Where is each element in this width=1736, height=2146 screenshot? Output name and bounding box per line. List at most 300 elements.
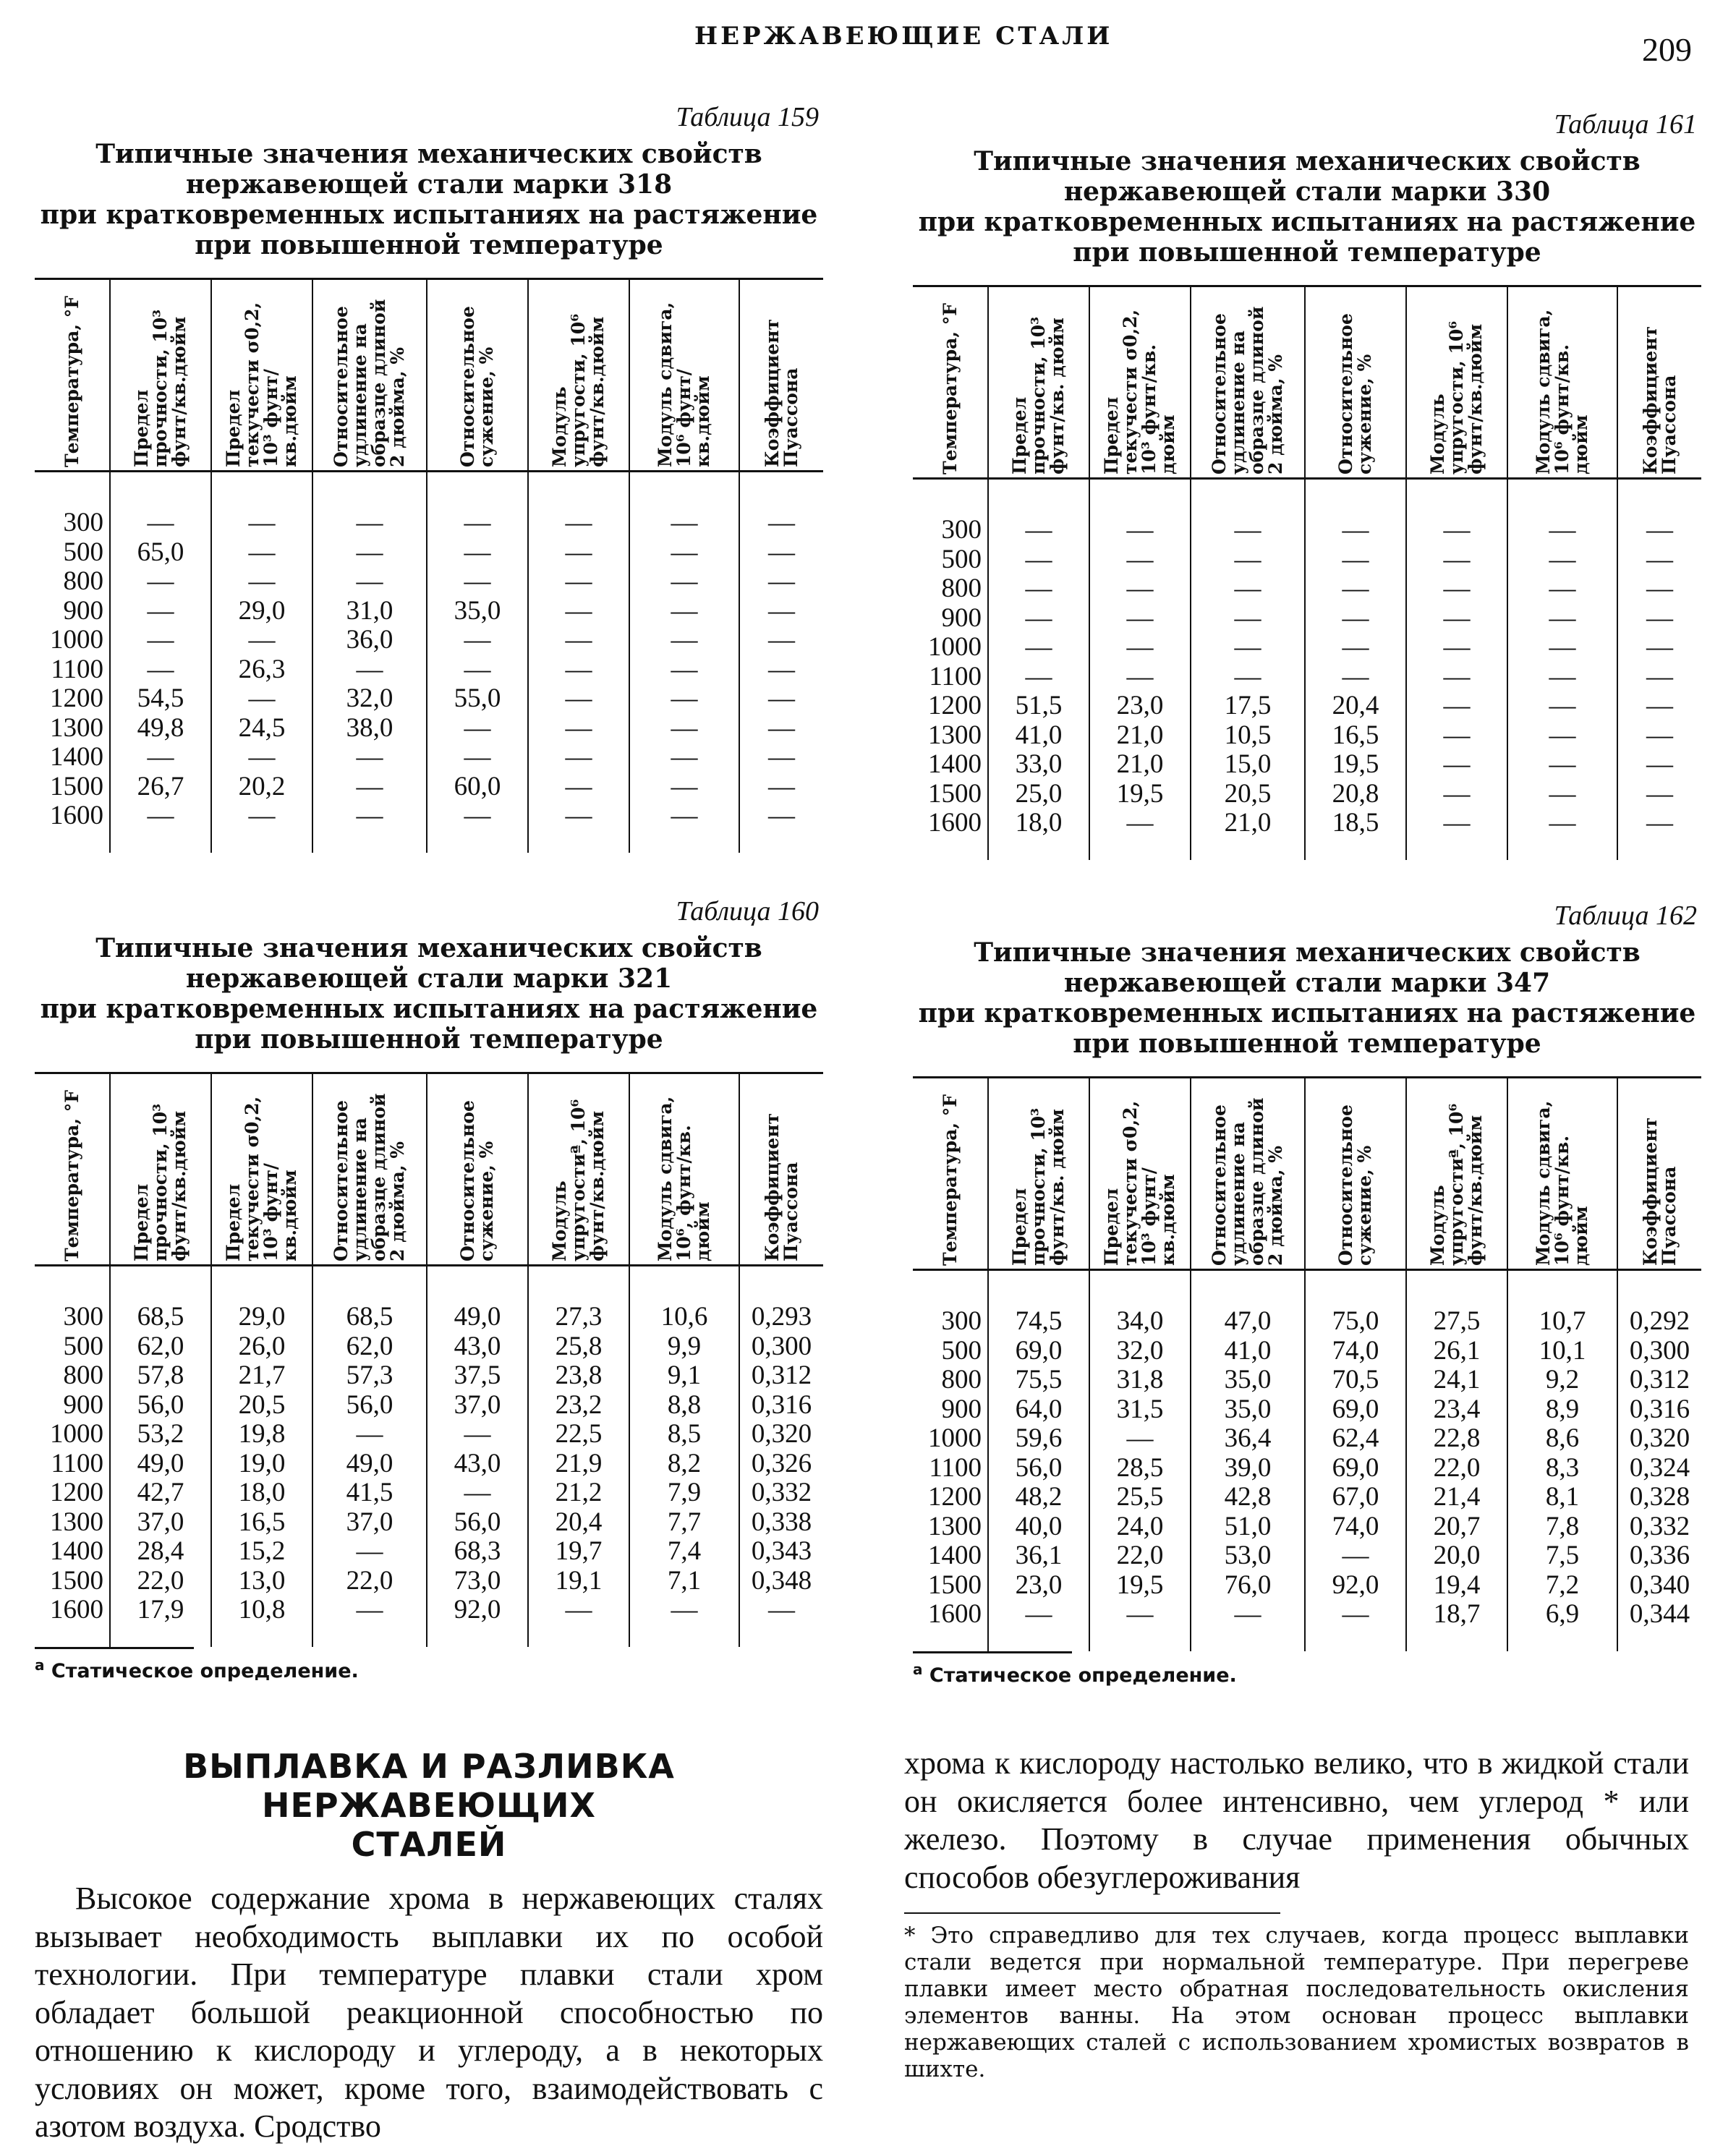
column-header — [1507, 286, 1617, 479]
spacer-cell — [629, 1266, 739, 1303]
table-row — [35, 714, 823, 744]
table-cell: 7,7 — [629, 1508, 739, 1538]
table-cell: — — [427, 1420, 528, 1449]
table-row — [35, 1332, 823, 1362]
table-cell: — — [427, 508, 528, 538]
column-header-label: Предел текучести σ0,2, 10³ фунт/кв. дюйм — [1101, 309, 1178, 474]
section-title-line-2: СТАЛЕЙ — [351, 1825, 507, 1864]
table-cell: 7,5 — [1507, 1541, 1617, 1571]
table-cell: — — [1507, 809, 1617, 838]
tail-cell — [1507, 838, 1617, 860]
table-caption-line: Типичные значения механических свойств — [95, 933, 762, 963]
table-row — [913, 1600, 1701, 1630]
table-cell: — — [988, 545, 1089, 575]
tail-cell — [1191, 838, 1305, 860]
table-cell: 1300 — [50, 1507, 103, 1537]
spacer-cell — [211, 1266, 312, 1303]
table-cell: — — [629, 743, 739, 772]
tail-cell — [1305, 1630, 1406, 1651]
table-cell: — — [312, 655, 427, 685]
table-row — [913, 1454, 1701, 1483]
table-cell: — — [1617, 809, 1701, 838]
table-cell: 18,5 — [1305, 809, 1406, 838]
column-header-label: Предел прочности, 10³ фунт/кв.дюйм — [131, 309, 190, 467]
table-row — [35, 684, 823, 714]
table-row — [913, 721, 1701, 751]
table-caption-line: при повышенной температуре — [1073, 237, 1541, 268]
table-cell: 56,0 — [312, 1391, 427, 1421]
table-label: Таблица 160 — [676, 896, 819, 927]
tail-cell — [913, 838, 988, 860]
table-cell: 20,8 — [1305, 780, 1406, 809]
table-cell: 23,0 — [1089, 691, 1191, 721]
table-cell: 0,292 — [1617, 1307, 1701, 1337]
spacer-cell — [913, 479, 988, 516]
column-header-label: Температура, °F — [939, 303, 961, 474]
table-cell: 9,1 — [629, 1361, 739, 1391]
table-cell: — — [1089, 809, 1191, 838]
column-header — [35, 279, 110, 472]
column-header-label: Коэффициент Пуассона — [1639, 326, 1680, 474]
table-caption-line: Типичные значения механических свойств — [974, 937, 1641, 968]
table-cell: — — [988, 1600, 1089, 1630]
spacer-cell — [427, 472, 528, 509]
spacer-cell — [1507, 1270, 1617, 1308]
tail-cell — [110, 831, 211, 853]
table-cell: — — [1507, 780, 1617, 809]
table-row — [35, 772, 823, 802]
table-cell: 73,0 — [427, 1567, 528, 1596]
tail-row — [913, 1630, 1701, 1651]
table-cell: 18,7 — [1406, 1600, 1507, 1630]
table-cell: 35,0 — [427, 597, 528, 626]
table-cell: 0,312 — [1617, 1366, 1701, 1395]
table-cell: — — [211, 538, 312, 568]
table-cell: — — [1089, 604, 1191, 634]
table-cell: — — [1089, 1600, 1191, 1630]
table-cell: 0,338 — [739, 1508, 823, 1538]
spacer-row — [913, 479, 1701, 516]
table-cell: — — [1507, 691, 1617, 721]
table-cell: — — [1507, 516, 1617, 545]
table-caption-line: Типичные значения механических свойств — [974, 146, 1641, 176]
table-cell: — — [211, 684, 312, 714]
table-cell: 74,0 — [1305, 1512, 1406, 1542]
table-160-block — [35, 895, 823, 1682]
table-cell: 19,4 — [1406, 1571, 1507, 1601]
table-cell: — — [629, 801, 739, 831]
table-row — [35, 597, 823, 626]
column-header — [1089, 1078, 1191, 1270]
table-cell: 8,6 — [1507, 1424, 1617, 1454]
table-row — [35, 508, 823, 538]
column-header-label: Коэффициент Пуассона — [761, 1113, 801, 1261]
table-row — [913, 545, 1701, 575]
table-cell: 20,0 — [1406, 1541, 1507, 1571]
tail-cell — [35, 1625, 110, 1647]
table-cell: 8,3 — [1507, 1454, 1617, 1483]
table-cell: — — [1406, 545, 1507, 575]
table-cell: 1600 — [928, 809, 982, 838]
table-cell: 20,4 — [1305, 691, 1406, 721]
table-row — [913, 691, 1701, 721]
table-cell: 76,0 — [1191, 1571, 1305, 1601]
table-cell: 10,6 — [629, 1303, 739, 1332]
table-cell: — — [528, 714, 629, 744]
table-cell: 1100 — [929, 662, 982, 691]
table-cell: — — [1191, 545, 1305, 575]
table-cell: 64,0 — [988, 1395, 1089, 1425]
table-cell: — — [1617, 545, 1701, 575]
column-header-label: Предел текучести σ0,2, 10³ фунт/кв.дюйм — [1101, 1100, 1178, 1266]
spacer-cell — [1617, 479, 1701, 516]
table-cell: 70,5 — [1305, 1366, 1406, 1395]
table-cell: — — [1191, 633, 1305, 663]
column-header — [1191, 286, 1305, 479]
table-cell: 6,9 — [1507, 1600, 1617, 1630]
spacer-cell — [110, 472, 211, 509]
table-cell: 21,0 — [1089, 750, 1191, 780]
table-cell: 19,7 — [528, 1537, 629, 1567]
table-cell: 0,336 — [1617, 1541, 1701, 1571]
table-cell: — — [1406, 780, 1507, 809]
column-header-label: Относительное сужение, % — [457, 1100, 497, 1261]
column-header — [739, 1073, 823, 1266]
table-cell: — — [427, 655, 528, 685]
data-table — [913, 1076, 1701, 1651]
column-header-label: Предел текучести σ0,2, 10³ фунт/кв.дюйм — [223, 1096, 300, 1261]
tail-cell — [1507, 1630, 1617, 1651]
table-cell: 56,0 — [110, 1391, 211, 1421]
footnote-rule — [904, 1912, 1280, 1914]
table-caption-line: при кратковременных испытаниях на растяжение — [40, 994, 818, 1024]
tail-cell — [629, 1625, 739, 1647]
table-cell: 49,0 — [427, 1303, 528, 1332]
table-cell: 74,0 — [1305, 1337, 1406, 1366]
tail-cell — [528, 831, 629, 853]
table-cell: 36,4 — [1191, 1424, 1305, 1454]
table-cell: 57,8 — [110, 1361, 211, 1391]
table-cell: 0,340 — [1617, 1571, 1701, 1601]
table-cell: 29,0 — [211, 1303, 312, 1332]
table-cell: 15,0 — [1191, 750, 1305, 780]
table-cell: 22,0 — [110, 1567, 211, 1596]
table-cell: 1500 — [50, 772, 103, 801]
table-cell: — — [427, 538, 528, 568]
spacer-cell — [1507, 479, 1617, 516]
table-cell: 500 — [941, 1336, 982, 1366]
table-cell: 20,4 — [528, 1508, 629, 1538]
table-cell: 53,2 — [110, 1420, 211, 1449]
table-cell: 800 — [941, 574, 982, 603]
header-row — [35, 279, 823, 472]
table-cell: — — [739, 743, 823, 772]
table-cell: — — [211, 743, 312, 772]
column-header-label: Модуль упругостиª, 10⁶ фунт/кв.дюйм — [549, 1099, 608, 1261]
table-cell: — — [629, 655, 739, 685]
table-cell: — — [1507, 750, 1617, 780]
table-cell: 17,9 — [110, 1596, 211, 1625]
table-cell: 7,4 — [629, 1537, 739, 1567]
table-cell: — — [312, 538, 427, 568]
table-cell: — — [1089, 1424, 1191, 1454]
table-caption-line: при кратковременных испытаниях на растяжение — [918, 207, 1696, 237]
table-cell: 1100 — [51, 1449, 103, 1478]
table-row — [913, 1395, 1701, 1425]
column-header-label: Модуль сдвига, 10⁶ фунт/кв. дюйм — [1533, 1100, 1591, 1266]
column-header-label: Относительное удлинение на образце длиной 2 дюйма, % — [331, 1093, 408, 1261]
table-cell: 75,5 — [988, 1366, 1089, 1395]
spacer-cell — [739, 472, 823, 509]
table-cell: 18,0 — [988, 809, 1089, 838]
table-cell: 1500 — [50, 1566, 103, 1596]
paragraph-right: хрома к кислороду настолько велико, что в жидкой стали он окисляется более интенсивно, чем углерод * или железо. Поэтому в случае применения обычных способов обезуглероживания — [904, 1745, 1689, 1895]
tail-cell — [1305, 838, 1406, 860]
tail-cell — [312, 1625, 427, 1647]
table-cell: 41,0 — [988, 721, 1089, 751]
table-cell: 26,7 — [110, 772, 211, 802]
table-cell: — — [528, 655, 629, 685]
table-cell: 22,0 — [312, 1567, 427, 1596]
header-row — [913, 286, 1701, 479]
table-cell: — — [1617, 663, 1701, 692]
table-cell: 500 — [63, 1332, 103, 1361]
column-header-label: Предел прочности, 10³ фунт/кв.дюйм — [131, 1103, 190, 1261]
table-cell: — — [629, 508, 739, 538]
tail-cell — [528, 1625, 629, 1647]
table-cell: — — [1089, 516, 1191, 545]
table-cell: 35,0 — [1191, 1395, 1305, 1425]
table-cell: 800 — [63, 567, 103, 596]
table-159-block — [35, 101, 823, 853]
table-cell: 15,2 — [211, 1537, 312, 1567]
table-row — [913, 1483, 1701, 1512]
table-cell: 55,0 — [427, 684, 528, 714]
column-header-label: Относительное удлинение на образце длиной 2 дюйма, % — [1209, 306, 1286, 474]
tail-cell — [110, 1625, 211, 1647]
tail-cell — [312, 831, 427, 853]
table-cell: 41,0 — [1191, 1337, 1305, 1366]
tail-cell — [1617, 1630, 1701, 1651]
table-cell: 22,5 — [528, 1420, 629, 1449]
column-header — [427, 1073, 528, 1266]
column-header — [1507, 1078, 1617, 1270]
table-cell: 900 — [63, 1390, 103, 1420]
table-row — [913, 1366, 1701, 1395]
table-cell: 8,2 — [629, 1449, 739, 1479]
table-cell: — — [988, 574, 1089, 604]
table-cell: — — [312, 743, 427, 772]
table-cell: 1400 — [928, 750, 982, 779]
table-cell: — — [110, 801, 211, 831]
table-cell: — — [427, 1478, 528, 1508]
table-cell: 62,4 — [1305, 1424, 1406, 1454]
table-cell: 1000 — [928, 633, 982, 662]
table-cell: 1200 — [50, 1478, 103, 1507]
table-row — [35, 1449, 823, 1479]
table-row — [913, 1571, 1701, 1601]
table-cell: — — [1617, 604, 1701, 634]
column-header — [1191, 1078, 1305, 1270]
table-row — [913, 809, 1701, 838]
table-label: Таблица 159 — [676, 102, 819, 132]
table-cell: 69,0 — [1305, 1395, 1406, 1425]
running-head: НЕРЖАВЕЮЩИЕ СТАЛИ — [694, 22, 1113, 51]
column-header — [528, 279, 629, 472]
column-header-label: Модуль упругости, 10⁶ фунт/кв.дюйм — [1427, 320, 1486, 474]
table-cell: — — [1089, 574, 1191, 604]
tail-cell — [739, 1625, 823, 1647]
table-cell: 31,0 — [312, 597, 427, 626]
table-cell: 300 — [63, 1303, 103, 1332]
table-cell: — — [427, 626, 528, 655]
table-row — [913, 1512, 1701, 1542]
table-cell: 23,8 — [528, 1361, 629, 1391]
column-header — [211, 1073, 312, 1266]
table-cell: — — [312, 1420, 427, 1449]
table-row — [35, 1391, 823, 1421]
table-label: Таблица 161 — [1554, 109, 1697, 140]
column-header — [528, 1073, 629, 1266]
table-cell: 10,8 — [211, 1596, 312, 1625]
spacer-cell — [629, 472, 739, 509]
table-cell: — — [427, 743, 528, 772]
table-cell: 42,8 — [1191, 1483, 1305, 1512]
table-cell: — — [1305, 574, 1406, 604]
column-header — [110, 279, 211, 472]
table-cell: — — [1507, 545, 1617, 575]
table-row — [913, 1424, 1701, 1454]
spacer-cell — [1406, 479, 1507, 516]
table-caption — [35, 933, 823, 1055]
table-cell: 9,9 — [629, 1332, 739, 1362]
table-cell: 16,5 — [211, 1508, 312, 1538]
table-cell: 8,8 — [629, 1391, 739, 1421]
table-cell: — — [312, 1596, 427, 1625]
table-cell: 0,348 — [739, 1567, 823, 1596]
table-row — [35, 1361, 823, 1391]
table-cell: — — [211, 567, 312, 597]
table-cell: — — [110, 655, 211, 685]
table-cell: 1100 — [929, 1453, 982, 1483]
tail-cell — [988, 1630, 1089, 1651]
table-cell: — — [1406, 663, 1507, 692]
spacer-cell — [35, 1266, 110, 1303]
header-row — [913, 1078, 1701, 1270]
table-cell: 56,0 — [988, 1454, 1089, 1483]
column-header-label: Коэффициент Пуассона — [761, 319, 801, 467]
table-cell: — — [1305, 1541, 1406, 1571]
table-cell: — — [739, 626, 823, 655]
tail-cell — [427, 831, 528, 853]
table-cell: 1000 — [50, 626, 103, 655]
column-header-label: Модуль сдвига, 10⁶, фунт/кв. дюйм — [655, 1096, 713, 1261]
footnote-marker: а — [35, 1656, 45, 1674]
table-cell: 1500 — [928, 779, 982, 809]
spacer-cell — [1089, 1270, 1191, 1308]
table-footnote — [913, 1661, 1701, 1687]
table-cell: 900 — [63, 596, 103, 626]
spacer-cell — [35, 472, 110, 509]
table-cell: 9,2 — [1507, 1366, 1617, 1395]
spacer-cell — [1305, 479, 1406, 516]
table-caption — [35, 139, 823, 260]
spacer-row — [35, 472, 823, 509]
table-cell: — — [1305, 516, 1406, 545]
spacer-cell — [988, 479, 1089, 516]
tail-cell — [739, 831, 823, 853]
table-cell: — — [110, 508, 211, 538]
column-header — [1406, 1078, 1507, 1270]
table-caption-line: нержавеющей стали марки 330 — [1063, 176, 1551, 207]
column-header — [1089, 286, 1191, 479]
column-header — [312, 1073, 427, 1266]
table-caption-line: нержавеющей стали марки 318 — [185, 169, 673, 200]
table-cell: 13,0 — [211, 1567, 312, 1596]
table-cell: 20,5 — [211, 1391, 312, 1421]
table-cell: — — [1406, 721, 1507, 751]
table-cell: — — [629, 714, 739, 744]
table-cell: 62,0 — [110, 1332, 211, 1362]
tail-cell — [1617, 838, 1701, 860]
table-cell: 29,0 — [211, 597, 312, 626]
column-header — [629, 279, 739, 472]
spacer-cell — [1191, 1270, 1305, 1308]
table-cell: 74,5 — [988, 1307, 1089, 1337]
table-cell: 43,0 — [427, 1449, 528, 1479]
table-cell: — — [1406, 604, 1507, 634]
column-header — [739, 279, 823, 472]
table-cell: — — [110, 567, 211, 597]
table-cell: — — [1507, 663, 1617, 692]
table-cell: 65,0 — [110, 538, 211, 568]
table-cell: — — [528, 743, 629, 772]
table-cell: — — [988, 604, 1089, 634]
table-cell: 1000 — [50, 1420, 103, 1449]
column-header-label: Модуль упругости, 10⁶ фунт/кв.дюйм — [549, 313, 608, 467]
spacer-cell — [211, 472, 312, 509]
section-right-column — [904, 1745, 1689, 2083]
table-cell: 24,5 — [211, 714, 312, 744]
table-cell: 68,5 — [110, 1303, 211, 1332]
table-cell: — — [739, 714, 823, 744]
table-cell: 37,5 — [427, 1361, 528, 1391]
table-cell: 68,5 — [312, 1303, 427, 1332]
table-cell: — — [629, 684, 739, 714]
column-header — [1406, 286, 1507, 479]
column-header — [110, 1073, 211, 1266]
table-cell: — — [1617, 691, 1701, 721]
table-row — [913, 604, 1701, 634]
table-cell: — — [528, 626, 629, 655]
table-cell: — — [629, 1596, 739, 1625]
column-header-label: Относительное сужение, % — [457, 306, 497, 467]
table-cell: 68,3 — [427, 1537, 528, 1567]
spacer-cell — [1089, 479, 1191, 516]
footnote-text: Статическое определение. — [51, 1659, 359, 1682]
table-cell: — — [1507, 633, 1617, 663]
table-cell: — — [312, 508, 427, 538]
table-cell: 36,1 — [988, 1541, 1089, 1571]
column-header-label: Модуль упругостиª, 10⁶ фунт/кв.дюйм — [1427, 1103, 1486, 1266]
column-header — [988, 1078, 1089, 1270]
table-cell: 36,0 — [312, 626, 427, 655]
table-cell: — — [312, 801, 427, 831]
column-header-label: Относительное удлинение на образце длиной 2 дюйма, % — [331, 299, 408, 467]
table-caption-line: при кратковременных испытаниях на растяжение — [918, 998, 1696, 1029]
table-cell: 31,8 — [1089, 1366, 1191, 1395]
table-cell: 1400 — [50, 743, 103, 772]
